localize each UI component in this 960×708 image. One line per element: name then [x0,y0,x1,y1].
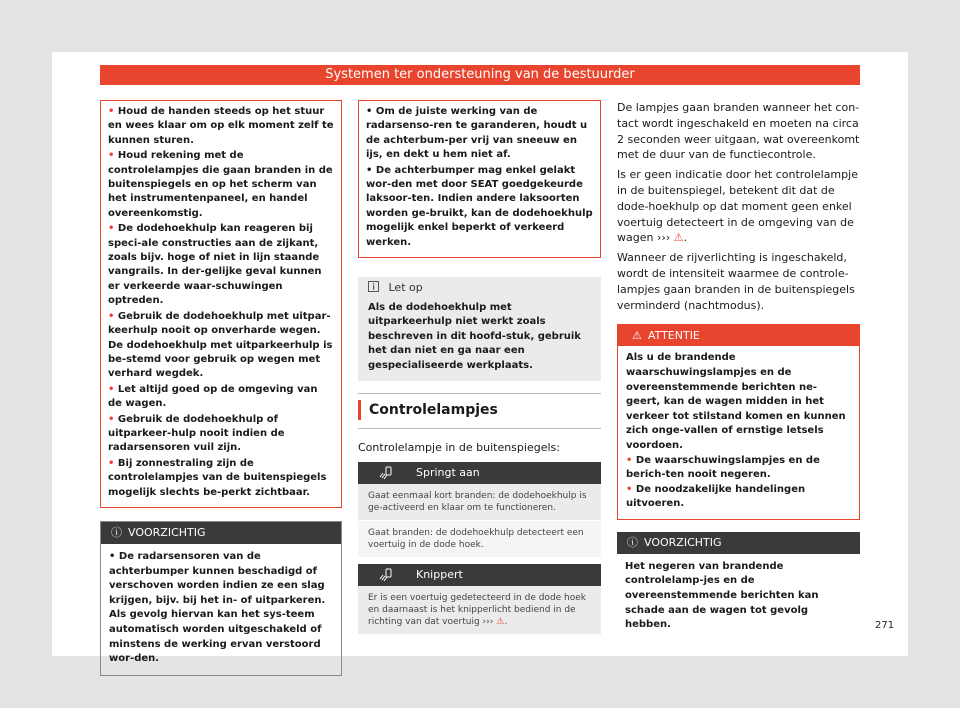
attention-intro: Als u de brandende waarschuwingslampjes en de overeenstemmende berichten ne-geert, kan de wagen midden in het verkeer tot stilstand komen en kunnen zich onge-vallen of ernstige letsels voordoen. [626,352,846,451]
sub-label: Controlelampje in de buitenspiegels: [358,441,560,455]
lamp-description-row: Gaat branden: de dodehoekhulp detecteert een voertuig in de dode hoek. [358,520,601,557]
note-text: Als de dodehoekhulp met uitparkeerhulp niet werkt zoals beschreven in dit hoofd-stuk, gebruik het dan niet en ga naar een gespecialiseerde werkplaats. [368,302,581,371]
reference-mark: ››› [656,231,671,245]
bullet-item: • De dodehoekhulp kan reageren bij speci-ale constructies aan de zijkant, zoals bijv. hoge of niet in lijn staande vangrails. In der-gelijke geval kunnen er verkeerde waar-schuwingen optreden. [108,223,322,307]
note-body [358,299,601,381]
caution-body [617,554,860,641]
page-number: 271 [875,620,895,631]
bullet-item: • Om de juiste werking van de radarsenso-ren te garanderen, houdt u de achterbum-per vrij van sneeuw en ijs, en dekt u hem niet af. [366,106,588,161]
warning-triangle-icon: ⚠ [673,231,684,245]
paragraph: Wanneer de rijverlichting is ingeschakeld, wordt de intensiteit waarmee de controle-lampjes gaan branden in de buitenspiegels verminderd (nachtmodus). [617,251,855,312]
bullet-item: • Gebruik de dodehoekhulp of uitparkeer-hulp nooit indien de radarsensoren vuil zijn. [108,413,285,454]
bullet-item: • De noodzakelijke handelingen uitvoeren. [626,483,806,510]
caution-body [101,544,341,675]
bullet-item: • De radarsensoren van de achterbumper kunnen beschadigd of verschoven worden indien ze een slag krijgen, bijv. bij het in- of uitparkeren. Als gevolg hiervan kan het sys-teem automatisch worden uitgeschakeld of minstens de werking ervan verstoord wor-den. [109,550,326,665]
caution-header: ⓘ VOORZICHTIG [101,522,341,544]
warning-continuation-box [358,100,601,258]
lamp-header-springt-aan: Springt aan [358,462,601,484]
warning-triangle-icon: ⚠ [632,329,642,343]
blind-spot-icon [377,566,395,584]
caution-box [617,532,860,641]
bullet-item: • De waarschuwingslampjes en de berich-ten nooit negeren. [626,454,820,481]
paragraph: Is er geen indicatie door het controlelampje in de buitenspiegel, betekent dit dat de dode-hoekhulp op dat moment geen enkel voertuig detecteert in de omgeving van de wagen ››› ⚠. [617,168,858,245]
section-title: Controlelampjes [358,400,601,420]
column-middle [358,100,601,634]
blind-spot-icon [377,464,395,482]
column-right [617,100,860,641]
paragraph: De lampjes gaan branden wanneer het con-tact wordt ingeschakeld en moeten na circa 2 seconden weer uitgaan, wat overeenkomt met de duur van de functiecontrole. [617,101,860,162]
caution-text: Het negeren van brandende controlelamp-jes en de overeenstemmende berichten kan schade aan de wagen tot gevolg hebben. [625,560,819,631]
caution-header: ⓘ VOORZICHTIG [617,532,860,554]
warning-continuation-box [100,100,342,508]
attention-header: ⚠ ATTENTIE [618,325,859,346]
section-heading-wrap [358,393,601,429]
bullet-item: • Gebruik de dodehoekhulp met uitpar-keerhulp nooit op onverharde wegen. De dodehoekhulp met uitparkeerhulp is be-stemd voor gebruik op wegen met verhard wegdek. [108,310,333,380]
attention-body [618,346,859,519]
bullet-item: • Houd de handen steeds op het stuur en wees klaar om op elk moment zelf te kunnen sturen. [108,106,334,146]
bullet-item: • Bij zonnestraling zijn de controlelampjes van de buitenspiegels mogelijk slechts be-perkt zichtbaar. [108,457,327,498]
lamp-description-row: Er is een voertuig gedetecteerd in de dode hoek en daarnaast is het knipperlicht bediend in de richting van dat voertuig ››› ⚠. [358,586,601,634]
bullet-item: • Houd rekening met de controlelampjes die gaan branden in de buitenspiegels en op het scherm van het instrumentenpaneel, en handel overeenkomstig. [108,150,333,219]
attention-box [617,324,860,520]
note-box [358,277,601,381]
lamp-description-row: Gaat eenmaal kort branden: de dodehoekhulp is ge-activeerd en klaar om te functioneren. [358,484,601,520]
chapter-header: Systemen ter ondersteuning van de bestuurder [100,65,860,85]
exclamation-circle-icon: ⓘ [627,535,638,549]
caution-box [100,521,342,676]
note-header: Let op [358,277,601,299]
info-square-icon [368,281,383,294]
column-left [100,100,342,676]
bullet-item: • Let altijd goed op de omgeving van de wagen. [108,383,318,410]
warning-triangle-icon: ⚠ [496,617,505,628]
lamp-header-knippert: Knippert [358,564,601,586]
bullet-item: • De achterbumper mag enkel gelakt wor-den met door SEAT goedgekeurde laksoor-ten. Indien andere laksoorten worden ge-bruikt, kan de dodehoekhulp mogelijk enkel beperkt of verkeerd werken. [366,164,593,248]
exclamation-circle-icon: ⓘ [111,525,122,539]
